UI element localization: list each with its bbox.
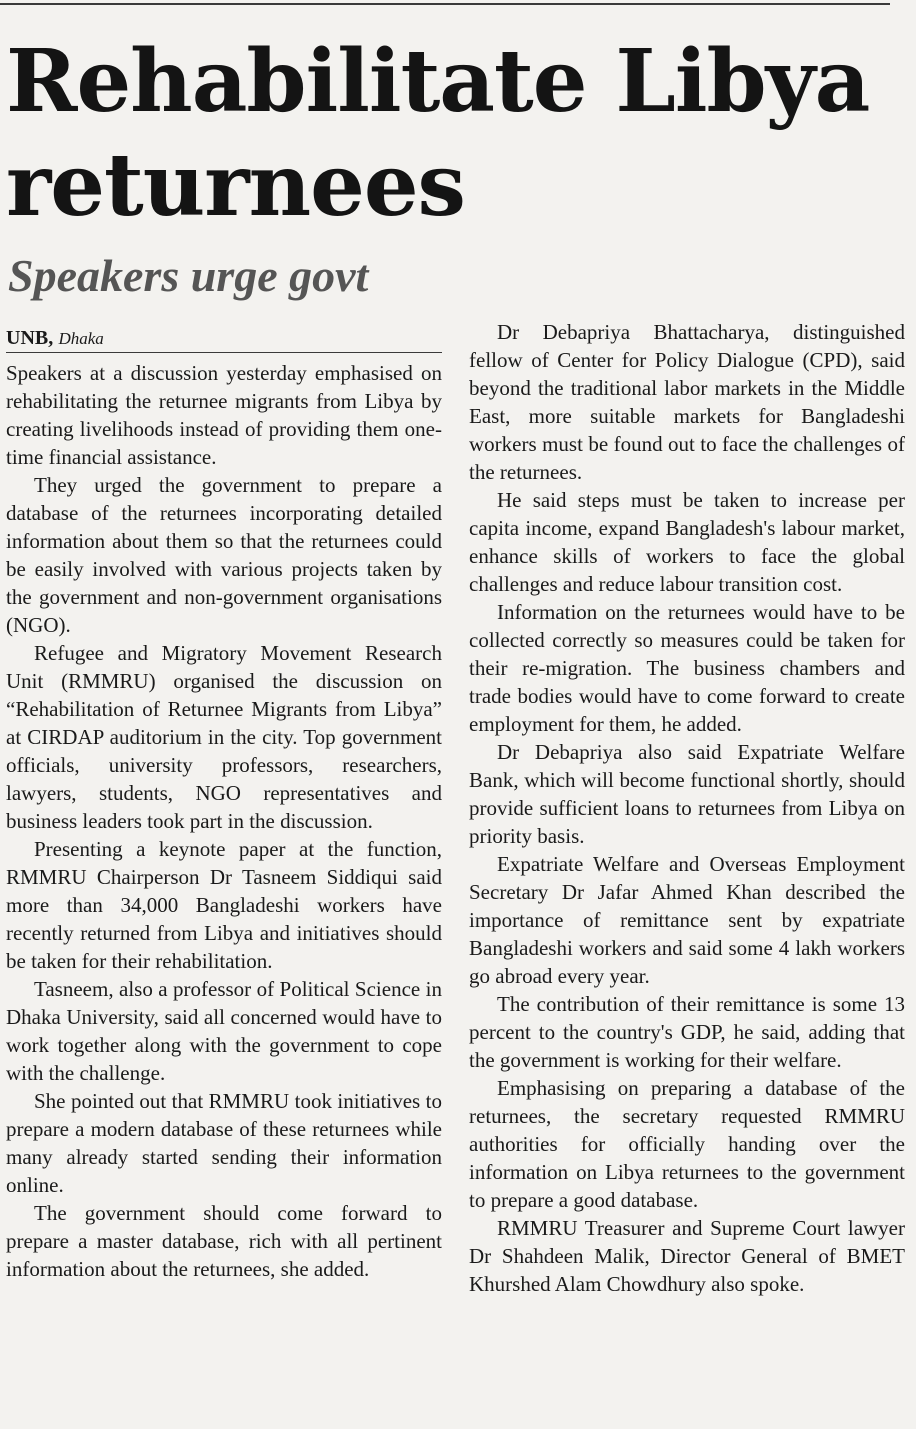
paragraph: The government should come forward to prepare a master database, rich with all pertinent information about the returnees, she added.: [6, 1201, 442, 1281]
paragraph: She pointed out that RMMRU took initiatives to prepare a modern database of these returnees while many already started sending their information online.: [6, 1089, 442, 1197]
article-column-right: [469, 318, 905, 1298]
paragraph: Information on the returnees would have to be collected correctly so measures could be taken for their re-migration. The business chambers and trade bodies would have to come forward to create employment for them, he added.: [469, 600, 905, 736]
subheadline: Speakers urge govt: [8, 250, 369, 301]
top-rule: [0, 3, 890, 5]
article-column-left: [6, 322, 442, 1283]
paragraph: Dr Debapriya also said Expatriate Welfare Bank, which will become functional shortly, should provide sufficient loans to returnees from Libya on priority basis.: [469, 740, 905, 848]
paragraph: Expatriate Welfare and Overseas Employment Secretary Dr Jafar Ahmed Khan described the importance of remittance sent by expatriate Bangladeshi workers and said some 4 lakh workers go abroad every year.: [469, 852, 905, 988]
paragraph: Presenting a keynote paper at the function, RMMRU Chairperson Dr Tasneem Siddiqui said more than 34,000 Bangladeshi workers have recently returned from Libya and initiatives should be taken for their rehabilitation.: [6, 837, 442, 973]
paragraph: RMMRU Treasurer and Supreme Court lawyer Dr Shahdeen Malik, Director General of BMET Khurshed Alam Chowdhury also spoke.: [469, 1216, 905, 1296]
byline-agency: UNB,: [6, 327, 54, 349]
paragraph: Speakers at a discussion yesterday emphasised on rehabilitating the returnee migrants from Libya by creating livelihoods instead of providing them one-time financial assistance.: [6, 361, 442, 469]
paragraph: Tasneem, also a professor of Political Science in Dhaka University, said all concerned would have to work together along with the government to cope with the challenge.: [6, 977, 442, 1085]
paragraph: Refugee and Migratory Movement Research Unit (RMMRU) organised the discussion on “Rehabilitation of Returnee Migrants from Libya” at CIRDAP auditorium in the city. Top government officials, university professors, researchers, lawyers, students, NGO representatives and business leaders took part in the discussion.: [6, 641, 442, 833]
byline-location: Dhaka: [58, 329, 104, 348]
paragraph: Emphasising on preparing a database of the returnees, the secretary requested RMMRU authorities for officially handing over the information on Libya returnees to the government to prepare a good database.: [469, 1076, 905, 1212]
paragraph: The contribution of their remittance is some 13 percent to the country's GDP, he said, adding that the government is working for their welfare.: [469, 992, 905, 1072]
paragraph: Dr Debapriya Bhattacharya, distinguished fellow of Center for Policy Dialogue (CPD), said beyond the traditional labor markets in the Middle East, more suitable markets for Bangladeshi workers must be found out to face the challenges of the returnees.: [469, 320, 905, 484]
byline: [6, 322, 442, 353]
paragraph: They urged the government to prepare a database of the returnees incorporating detailed information about them so that the returnees could be easily involved with various projects taken by the government and non-government organisations (NGO).: [6, 473, 442, 637]
paragraph: He said steps must be taken to increase per capita income, expand Bangladesh's labour market, enhance skills of workers to face the global challenges and reduce labour transition cost.: [469, 488, 905, 596]
headline: Rehabilitate Libya returnees: [6, 31, 870, 236]
